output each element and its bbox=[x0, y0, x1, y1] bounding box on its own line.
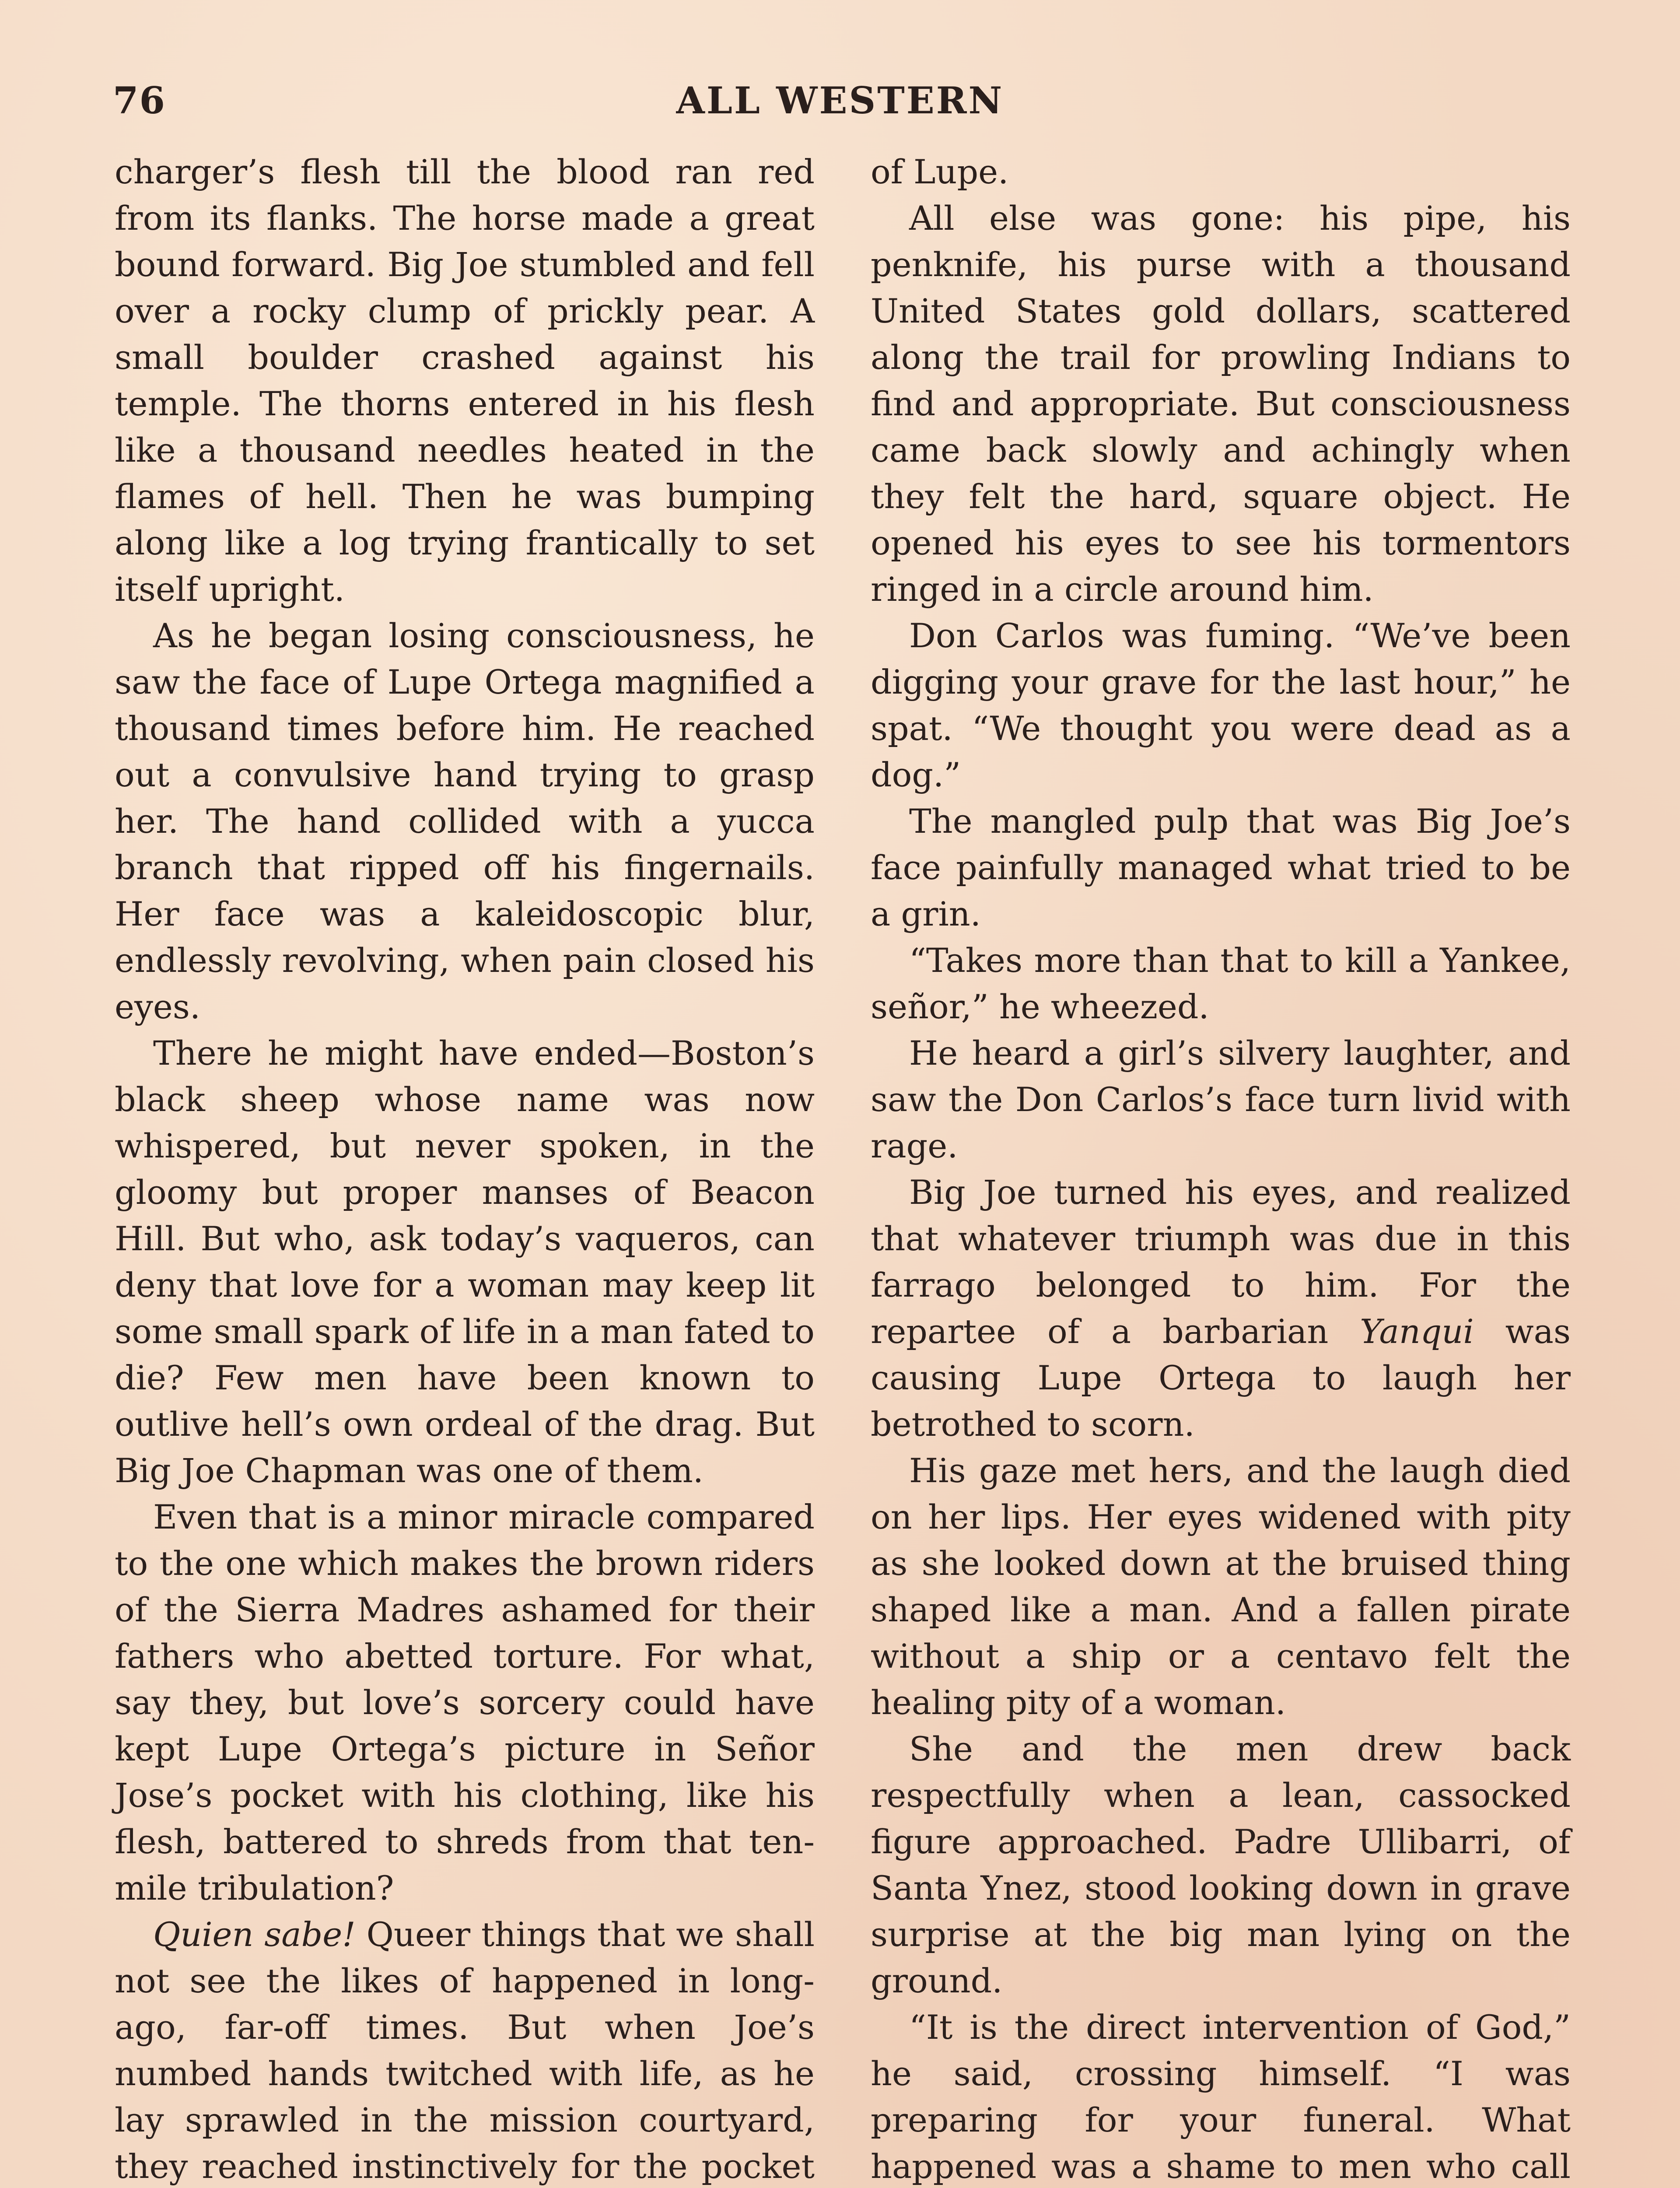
italic-lead: Quien sabe! bbox=[153, 1915, 356, 1954]
paragraph bbox=[115, 1911, 815, 2188]
page-header bbox=[0, 79, 1680, 127]
paragraph: As he began losing consciousness, he saw the face of Lupe Ortega magnified a thousand times before him. He reached out a convulsive hand trying to grasp her. The hand collided with a yucca branch that ripped off his fingernails. Her face was a kaleidoscopic blur, endlessly revolving, when pain closed his eyes. bbox=[115, 616, 815, 1026]
paragraph: His gaze met hers, and the laugh died on her lips. Her eyes widened with pity as she looked down at the bruised thing shaped like a man. And a fallen pirate without a ship or a centavo felt the healing pity of a woman. bbox=[871, 1451, 1571, 1722]
paragraph-text: was causing Lupe Ortega to laugh her betrothed to scorn. bbox=[871, 1312, 1571, 1444]
right-column bbox=[871, 149, 1571, 2188]
paragraph: “It is the direct intervention of God,” he said, crossing himself. “I was preparing for your funeral. What happened was a shame to men who call bbox=[871, 2008, 1571, 2186]
page-number: 76 bbox=[113, 79, 166, 122]
paragraph: Don Carlos was fuming. “We’ve been digging your grave for the last hour,” he spat. “We thought you were dead as a dog.” bbox=[871, 616, 1571, 794]
paragraph: charger’s flesh till the blood ran red from its flanks. The horse made a great bound forward. Big Joe stumbled and fell over a rocky clump of prickly pear. A small boulder crashed against his temple. The thorns entered in his flesh like a thousand needles heated in the flames of hell. Then he was bumping along like a log trying frantically to set itself upright. bbox=[115, 152, 815, 609]
paragraph: The mangled pulp that was Big Joe’s face painfully managed what tried to be a grin. bbox=[871, 802, 1571, 933]
paragraph-text: Big Joe turned his eyes, and realized that whatever triumph was due in this farrago belonged to him. For the repartee of a barbarian bbox=[871, 1173, 1571, 1351]
paragraph: He heard a girl’s silvery laughter, and saw the Don Carlos’s face turn livid with rage. bbox=[871, 1034, 1571, 1165]
paragraph: All else was gone: his pipe, his penknife, his purse with a thousand United States gold dollars, scattered along the trail for prowling Indians to find and appropriate. But consciousness came back slowly and achingly when they felt the hard, square object. He opened his eyes to see his tormentors ringed in a circle around him. bbox=[871, 199, 1571, 609]
running-title: ALL WESTERN bbox=[676, 79, 1004, 122]
paragraph bbox=[871, 1169, 1571, 1448]
paragraph-text: Queer things that we shall not see the likes of happened in long-ago, far-off times. But when Joe’s numbed hands twitched with life, as he lay sprawled in the mission courtyard, they reached instinctively for the pocket bbox=[115, 1915, 815, 2186]
paragraph: of Lupe. bbox=[871, 152, 1009, 191]
paragraph: Even that is a minor miracle compared to the one which makes the brown riders of the Sierra Madres ashamed for their fathers who abetted torture. For what, say they, but love’s sorcery could have kept Lupe Ortega’s picture in Señor Jose’s pocket with his clothing, like his flesh, battered to shreds from that ten-mile tribulation? bbox=[115, 1497, 815, 1907]
italic-word: Yanqui bbox=[1360, 1312, 1474, 1351]
paragraph: There he might have ended—Boston’s black sheep whose name was now whispered, but never spoken, in the gloomy but proper manses of Beacon Hill. But who, ask today’s vaqueros, can deny that love for a woman may keep lit some small spark of life in a man fated to die? Few men have been known to outlive hell’s own ordeal of the drag. But Big Joe Chapman was one of them. bbox=[115, 1034, 815, 1490]
paragraph: “Takes more than that to kill a Yankee, señor,” he wheezed. bbox=[871, 941, 1571, 1026]
paragraph: She and the men drew back respectfully when a lean, cassocked figure approached. Padre Ullibarri, of Santa Ynez, stood looking down in grave surprise at the big man lying on the ground. bbox=[871, 1729, 1571, 2000]
left-column bbox=[115, 149, 815, 2188]
